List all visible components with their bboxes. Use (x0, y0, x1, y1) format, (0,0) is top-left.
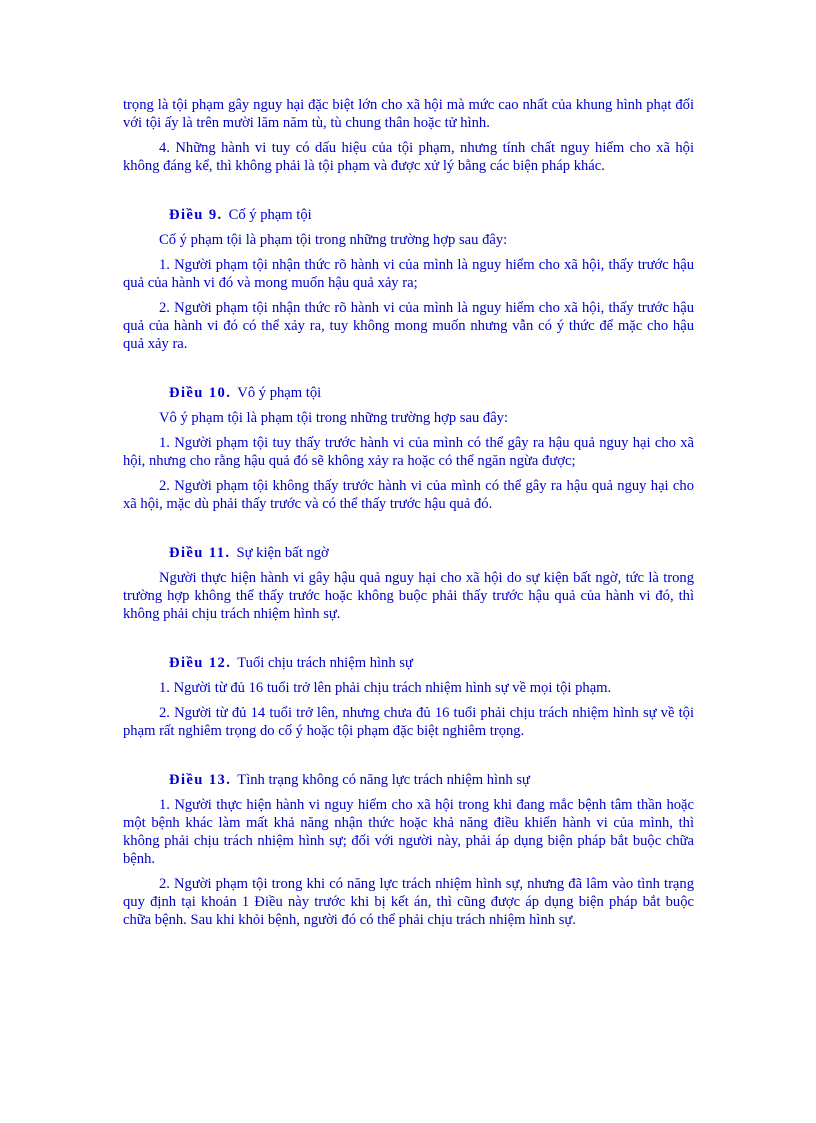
article-title: Cố ý phạm tội (228, 207, 312, 223)
paragraph: Người thực hiện hành vi gây hậu quả nguy hại cho xã hội do sự kiện bất ngờ, tức là trong trường hợp không thể thấy trước hoặc không buộc phải thấy trước hậu quả của hành vi đó, thì không phải chịu trách nhiệm hình sự. (123, 570, 694, 622)
article-heading (123, 206, 694, 224)
paragraph: 1. Người phạm tội nhận thức rõ hành vi của mình là nguy hiểm cho xã hội, thấy trước hậu quả của hành vi đó và mong muốn hậu quả xảy ra; (123, 257, 694, 291)
article-number: Điều 13. (169, 772, 232, 788)
paragraph: trọng là tội phạm gây nguy hại đặc biệt lớn cho xã hội mà mức cao nhất của khung hình phạt đối với tội ấy là trên mười lăm năm tù, tù chung thân hoặc tử hình. (123, 97, 694, 131)
article-heading (123, 654, 694, 672)
paragraph: 1. Người phạm tội tuy thấy trước hành vi của mình có thể gây ra hậu quả nguy hại cho xã hội, nhưng cho rằng hậu quả đó sẽ không xảy ra hoặc có thể ngăn ngừa được; (123, 435, 694, 469)
paragraph: Cố ý phạm tội là phạm tội trong những trường hợp sau đây: (159, 232, 508, 248)
article-number: Điều 10. (169, 385, 232, 401)
paragraph: Vô ý phạm tội là phạm tội trong những trường hợp sau đây: (159, 410, 509, 426)
article-number: Điều 9. (169, 207, 223, 223)
article-title: Vô ý phạm tội (237, 385, 322, 401)
article-title: Tình trạng không có năng lực trách nhiệm hình sự (237, 772, 530, 788)
article-heading (123, 771, 694, 789)
paragraph: 2. Người phạm tội nhận thức rõ hành vi của mình là nguy hiểm cho xã hội, thấy trước hậu quả của hành vi đó có thể xảy ra, tuy không mong muốn nhưng vẫn có ý thức để mặc cho hậu quả xảy ra. (123, 300, 694, 352)
paragraph: 2. Người phạm tội không thấy trước hành vi của mình có thể gây ra hậu quả nguy hại cho xã hội, mặc dù phải thấy trước và có thể thấy trước hậu quả đó. (123, 478, 694, 512)
article-heading (123, 544, 694, 562)
paragraph: 2. Người phạm tội trong khi có năng lực trách nhiệm hình sự, nhưng đã lâm vào tình trạng quy định tại khoản 1 Điều này trước khi bị kết án, thì cũng được áp dụng biện pháp bắt buộc chữa bệnh. Sau khi khỏi bệnh, người đó có thể phải chịu trách nhiệm hình sự. (123, 876, 694, 928)
article-title: Sự kiện bất ngờ (236, 545, 329, 561)
paragraph: 4. Những hành vi tuy có dấu hiệu của tội phạm, nhưng tính chất nguy hiểm cho xã hội không đáng kể, thì không phải là tội phạm và được xử lý bằng các biện pháp khác. (123, 140, 694, 174)
paragraph: 1. Người từ đủ 16 tuổi trở lên phải chịu trách nhiệm hình sự về mọi tội phạm. (159, 680, 612, 696)
article-title: Tuổi chịu trách nhiệm hình sự (237, 655, 413, 671)
article-number: Điều 12. (169, 655, 232, 671)
paragraph: 1. Người thực hiện hành vi nguy hiểm cho xã hội trong khi đang mắc bệnh tâm thần hoặc một bệnh khác làm mất khả năng nhận thức hoặc khả năng điều khiển hành vi của mình, thì không phải chịu trách nhiệm hình sự; đối với người này, phải áp dụng biện pháp bắt buộc chữa bệnh. (123, 797, 694, 867)
paragraph: 2. Người từ đủ 14 tuổi trở lên, nhưng chưa đủ 16 tuổi phải chịu trách nhiệm hình sự về tội phạm rất nghiêm trọng do cố ý hoặc tội phạm đặc biệt nghiêm trọng. (123, 705, 694, 739)
article-number: Điều 11. (169, 545, 231, 561)
article-heading (123, 384, 694, 402)
document-page (123, 96, 694, 936)
